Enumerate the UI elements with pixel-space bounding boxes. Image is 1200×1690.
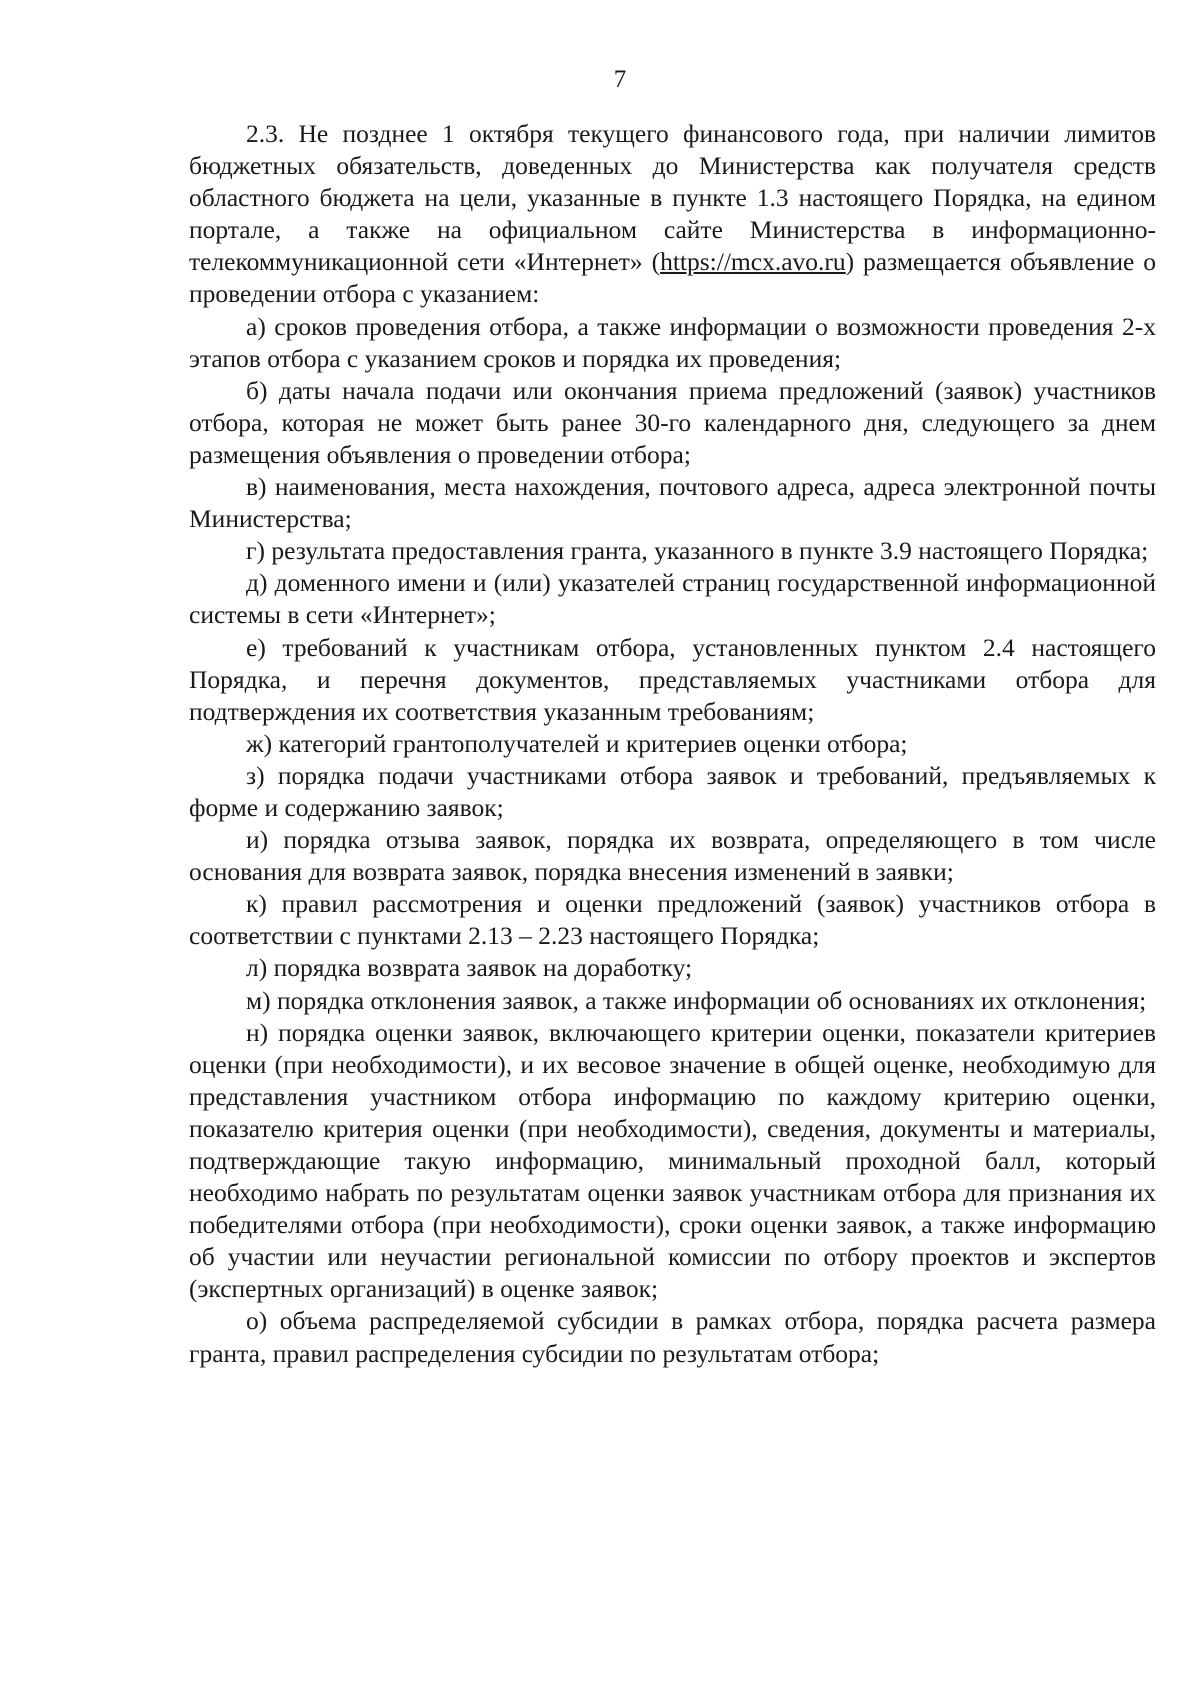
list-item-l: л) порядка возврата заявок на доработку; (246, 953, 693, 983)
paragraph-2-3 (189, 118, 1156, 311)
list-item-g: г) результата предоставления гранта, указанного в пункте 3.9 настоящего Порядка; (246, 536, 1149, 566)
list-item-a: а) сроков проведения отбора, а также информации о возможности проведения 2-х этапов отбора с указанием сроков и порядка их проведения; (189, 311, 1156, 373)
list-item-k: к) правил рассмотрения и оценки предложений (заявок) участников отбора в соответствии с пунктами 2.13 – 2.23 настоящего Порядка; (189, 889, 1156, 951)
list-item-b: б) даты начала подачи или окончания приема предложений (заявок) участников отбора, которая не может быть ранее 30-го календарного дня, следующего за днем размещения объявления о проведении отбора; (189, 375, 1156, 469)
list-item-v: в) наименования, места нахождения, почтового адреса, адреса электронной почты Министерства; (189, 472, 1156, 534)
list-item-i: и) порядка отзыва заявок, порядка их возврата, определяющего в том числе основания для возврата заявок, порядка внесения изменений в заявки; (189, 825, 1156, 887)
page-number: 7 (613, 66, 627, 93)
list-item-o: о) объема распределяемой субсидии в рамках отбора, порядка расчета размера гранта, правил распределения субсидии по результатам отбора; (189, 1306, 1156, 1368)
document-body (189, 118, 1156, 1370)
list-item-zh: ж) категорий грантополучателей и критериев оценки отбора; (246, 728, 908, 758)
list-item-m: м) порядка отклонения заявок, а также информации об основаниях их отклонения; (246, 985, 1147, 1015)
list-item-n: н) порядка оценки заявок, включающего критерии оценки, показатели критериев оценки (при необходимости), и их весовое значение в общей оценке, необходимую для представления участником отбора информацию по каждому критерию оценки, показателю критерия оценки (при необходимости), сведения, документы и материалы, подтверждающие такую информацию, минимальный проходной балл, который необходимо набрать по результатам оценки заявок участникам отбора для признания их победителями отбора (при необходимости), сроки оценки заявок, а также информацию об участии или неучастии региональной комиссии по отбору проектов и экспертов (экспертных организаций) в оценке заявок; (189, 1017, 1156, 1304)
list-item-e: е) требований к участникам отбора, установленных пунктом 2.4 настоящего Порядка, и перечня документов, представляемых участниками отбора для подтверждения их соответствия указанным требованиям; (189, 632, 1156, 726)
paragraph-2-3-text-end: ) размещается объявление о проведении отбора с указанием: (189, 247, 1156, 309)
ministry-website-link[interactable]: https://mcx.avo.ru (660, 247, 846, 277)
list-item-z: з) порядка подачи участниками отбора заявок и требований, предъявляемых к форме и содержанию заявок; (189, 760, 1156, 822)
paragraph-2-3-text-start: 2.3. Не позднее 1 октября текущего финансового года, при наличии лимитов бюджетных обязательств, доведенных до Министерства как получателя средств областного бюджета на цели, указанные в пункте 1.3 настоящего Порядка, на едином портале, а также на официальном сайте Министерства в информационно-телекоммуникационной сети «Интернет» ( (189, 119, 1156, 277)
list-item-d: д) доменного имени и (или) указателей страниц государственной информационной системы в сети «Интернет»; (189, 568, 1156, 630)
